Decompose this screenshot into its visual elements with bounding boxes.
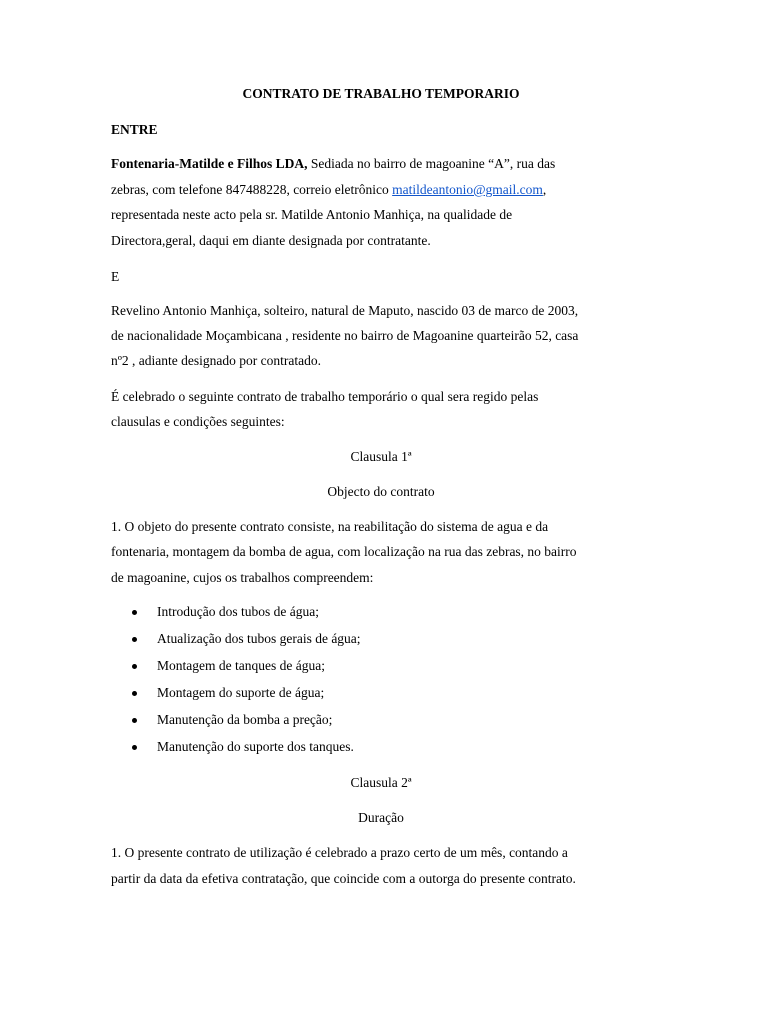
clause1-line2: fontenaria, montagem da bomba de agua, com localização na rua das zebras, no bairro (111, 544, 577, 559)
party2-line1: Revelino Antonio Manhiça, solteiro, natural de Maputo, nascido 03 de marco de 2003, (111, 303, 579, 318)
list-item-text: Manutenção da bomba a preção; (157, 712, 333, 727)
list-item-text: Introdução dos tubos de água; (157, 604, 319, 619)
bullet-icon (132, 718, 137, 723)
list-item-text: Manutenção do suporte dos tanques. (157, 739, 354, 754)
document-title: CONTRATO DE TRABALHO TEMPORARIO (242, 86, 520, 101)
party1-line4: Directora,geral, daqui em diante designada por contratante. (111, 233, 431, 248)
entre-label: ENTRE (111, 122, 158, 137)
company-name: Fontenaria-Matilde e Filhos LDA, (111, 156, 308, 171)
intro-line1: É celebrado o seguinte contrato de trabalho temporário o qual sera regido pelas (111, 389, 539, 404)
bullet-icon (132, 745, 137, 750)
party2-line3: nº2 , adiante designado por contratado. (111, 353, 321, 368)
clause2-heading: Clausula 2ª (350, 775, 412, 790)
party1-line3: representada neste acto pela sr. Matilde Antonio Manhiça, na qualidade de (111, 207, 513, 222)
e-label: E (111, 269, 120, 284)
bullet-icon (132, 664, 137, 669)
party1-line2-suffix: , (542, 182, 547, 197)
clause2-subheading: Duração (358, 810, 404, 825)
clause2-line1: 1. O presente contrato de utilização é celebrado a prazo certo de um mês, contando a (111, 845, 568, 860)
party1-line2-prefix: zebras, com telefone 847488228, correio eletrônico (111, 182, 393, 197)
clause2-line2: partir da data da efetiva contratação, que coincide com a outorga do presente contrato. (111, 871, 576, 886)
clause1-line3: de magoanine, cujos os trabalhos compreendem: (111, 570, 374, 585)
party1-line1 (111, 155, 555, 173)
clause1-heading: Clausula 1ª (350, 449, 412, 464)
intro-line2: clausulas e condições seguintes: (111, 414, 285, 429)
list-item-text: Montagem do suporte de água; (157, 685, 325, 700)
party1-line1-rest: Sediada no bairro de magoanine “A”, rua das (307, 156, 556, 171)
list-item-text: Atualização dos tubos gerais de água; (157, 631, 361, 646)
list-item-text: Montagem de tanques de água; (157, 658, 325, 673)
bullet-icon (132, 637, 137, 642)
bullet-icon (132, 610, 137, 615)
party2-line2: de nacionalidade Moçambicana , residente no bairro de Magoanine quarteirão 52, casa (111, 328, 579, 343)
clause1-subheading: Objecto do contrato (327, 484, 435, 499)
party1-line2 (111, 181, 546, 199)
bullet-icon (132, 691, 137, 696)
clause1-line1: 1. O objeto do presente contrato consiste, na reabilitação do sistema de agua e da (111, 519, 549, 534)
email-link[interactable]: matildeantonio@gmail.com (392, 182, 543, 197)
